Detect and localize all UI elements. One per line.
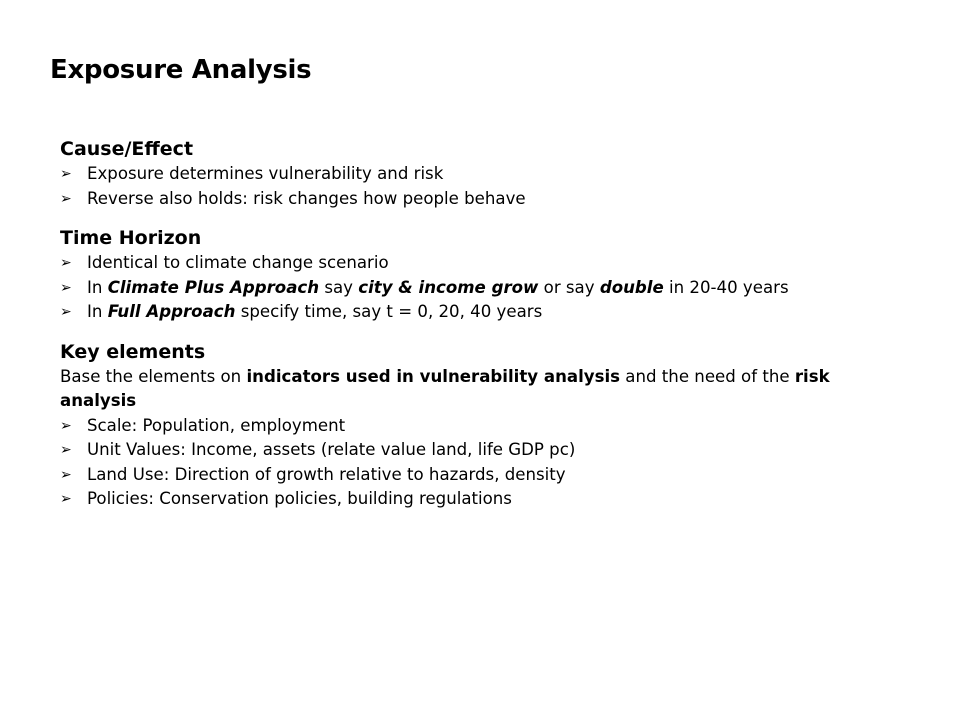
text-run: indicators used in vulnerability analysis — [246, 366, 621, 386]
arrow-bullet-icon: ➢ — [60, 417, 72, 434]
arrow-bullet-icon: ➢ — [60, 166, 72, 182]
section-heading: Cause/Effect — [60, 138, 194, 160]
bullet-item — [60, 162, 900, 187]
arrow-bullet-icon: ➢ — [60, 255, 72, 271]
bullet-item — [60, 300, 900, 325]
bullet-item — [60, 487, 900, 512]
text-run: Scale: Population, employment — [87, 415, 346, 435]
text-run: Unit Values: Income, assets (relate value land, life GDP pc) — [87, 440, 576, 459]
bullet-item — [60, 414, 900, 439]
arrow-bullet-icon: ➢ — [60, 442, 72, 458]
arrow-bullet-icon: ➢ — [60, 304, 72, 320]
section-heading: Time Horizon — [60, 227, 202, 249]
text-run: city & income grow — [358, 277, 539, 297]
bullet-item — [60, 276, 900, 301]
text-run: Climate Plus Approach — [107, 277, 320, 297]
bullet-item — [60, 251, 900, 276]
arrow-bullet-icon: ➢ — [60, 491, 72, 507]
text-run: risk analysis — [60, 366, 830, 410]
text-run: Full Approach — [107, 302, 236, 321]
arrow-bullet-icon: ➢ — [60, 190, 72, 207]
slide-content — [60, 136, 900, 512]
section-cause-effect — [60, 136, 900, 211]
text-run: say — [319, 277, 359, 297]
bullet-item — [60, 187, 900, 212]
section-key-elements — [60, 339, 900, 512]
text-run: In — [87, 302, 108, 321]
arrow-bullet-icon: ➢ — [60, 279, 72, 296]
bullet-list — [60, 162, 900, 211]
text-run: Land Use: Direction of growth relative to hazards, density — [87, 464, 566, 484]
text-run: specify time, say t = 0, 20, 40 years — [235, 302, 543, 321]
section-heading: Key elements — [60, 340, 206, 363]
bullet-list — [60, 414, 900, 512]
text-run: Identical to climate change scenario — [87, 253, 389, 272]
text-run: In — [87, 277, 108, 297]
text-run: Exposure determines vulnerability and risk — [87, 164, 444, 183]
text-run: double — [599, 277, 664, 297]
text-run: or say — [538, 277, 600, 297]
text-run: Reverse also holds: risk changes how people behave — [87, 188, 526, 208]
bullet-item — [60, 438, 900, 463]
slide-title: Exposure Analysis — [50, 55, 312, 85]
bullet-item — [60, 463, 900, 488]
bullet-list — [60, 251, 900, 325]
text-run: Base the elements on — [60, 366, 247, 386]
text-run: Policies: Conservation policies, building regulations — [87, 489, 512, 508]
arrow-bullet-icon: ➢ — [60, 466, 72, 483]
section-time-horizon — [60, 225, 900, 325]
text-run: in 20-40 years — [663, 277, 789, 297]
section-intro — [60, 365, 900, 414]
text-run: and the need of the — [620, 366, 795, 386]
